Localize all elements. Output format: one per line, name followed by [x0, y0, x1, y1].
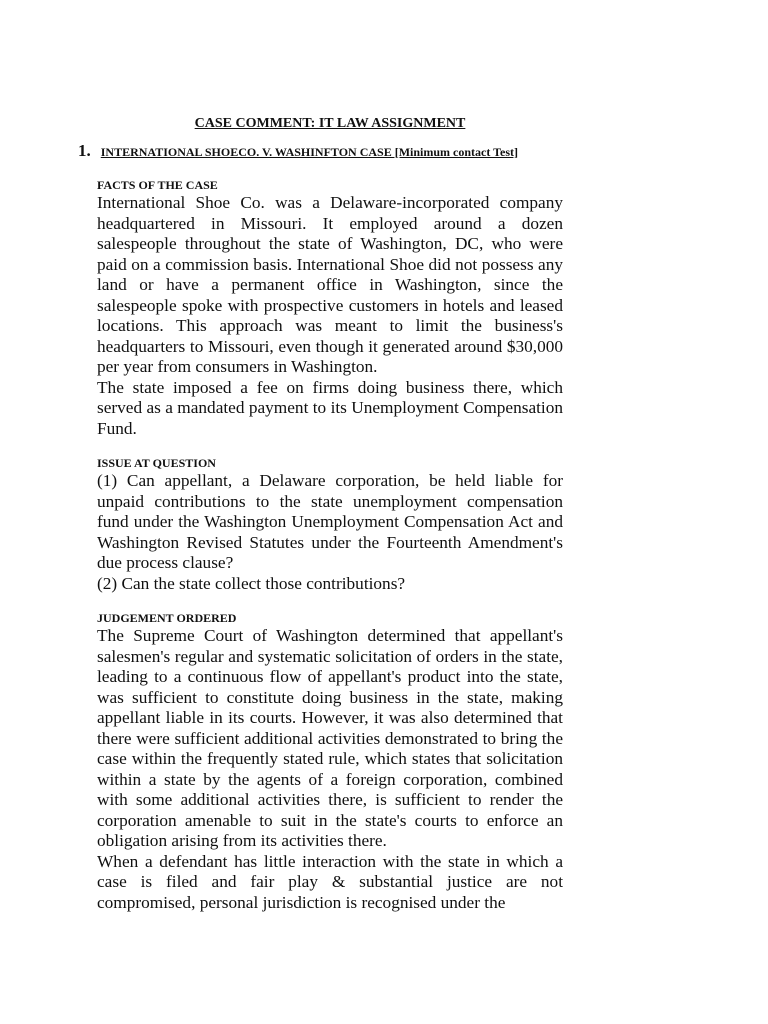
judgement-section — [97, 611, 563, 913]
facts-heading: FACTS OF THE CASE — [97, 178, 218, 192]
case-heading — [78, 141, 518, 161]
case-number: 1. — [78, 141, 91, 160]
facts-paragraph-2: The state imposed a fee on firms doing business there, which served as a mandated payment to its Unemployment Compensation Fund. — [97, 377, 563, 438]
document-body — [97, 178, 563, 913]
facts-paragraph-1: International Shoe Co. was a Delaware-incorporated company headquartered in Missouri. It employed around a dozen salespeople throughout the state of Washington, DC, who were paid on a commission basis. International Shoe did not possess any land or have a permanent office in Washington, since the salespeople spoke with prospective customers in hotels and leased locations. This approach was meant to limit the business's headquarters to Missouri, even though it generated around $30,000 per year from consumers in Washington. — [97, 193, 563, 376]
issue-paragraph-1: (1) Can appellant, a Delaware corporation, be held liable for unpaid contributions to the state unemployment compensation fund under the Washington Unemployment Compensation Act and Washington Revised Statutes under the Fourteenth Amendment's due process clause? — [97, 471, 563, 572]
judgement-paragraph-1: The Supreme Court of Washington determined that appellant's salesmen's regular and systematic solicitation of orders in the state, leading to a continuous flow of appellant's product into the state, was sufficient to constitute doing business in the state, making appellant liable in its courts. However, it was also determined that there were sufficient additional activities demonstrated to bring the case within the frequently stated rule, which states that solicitation within a state by the agents of a foreign corporation, combined with some additional activities there, is sufficient to render the corporation amenable to suit in the state's courts to enforce an obligation arising from its activities there. — [97, 626, 563, 850]
issue-paragraph-2: (2) Can the state collect those contributions? — [97, 573, 406, 593]
facts-section — [97, 178, 563, 439]
document-title: CASE COMMENT: IT LAW ASSIGNMENT — [194, 116, 466, 131]
judgement-paragraph-2: When a defendant has little interaction with the state in which a case is filed and fair play & substantial justice are not compromised, personal jurisdiction is recognised under the — [97, 851, 563, 912]
case-title: INTERNATIONAL SHOECO. V. WASHINFTON CASE [Minimum contact Test] — [100, 145, 519, 159]
judgement-heading: JUDGEMENT ORDERED — [97, 611, 237, 625]
issue-section — [97, 456, 563, 594]
issue-heading: ISSUE AT QUESTION — [97, 456, 216, 470]
